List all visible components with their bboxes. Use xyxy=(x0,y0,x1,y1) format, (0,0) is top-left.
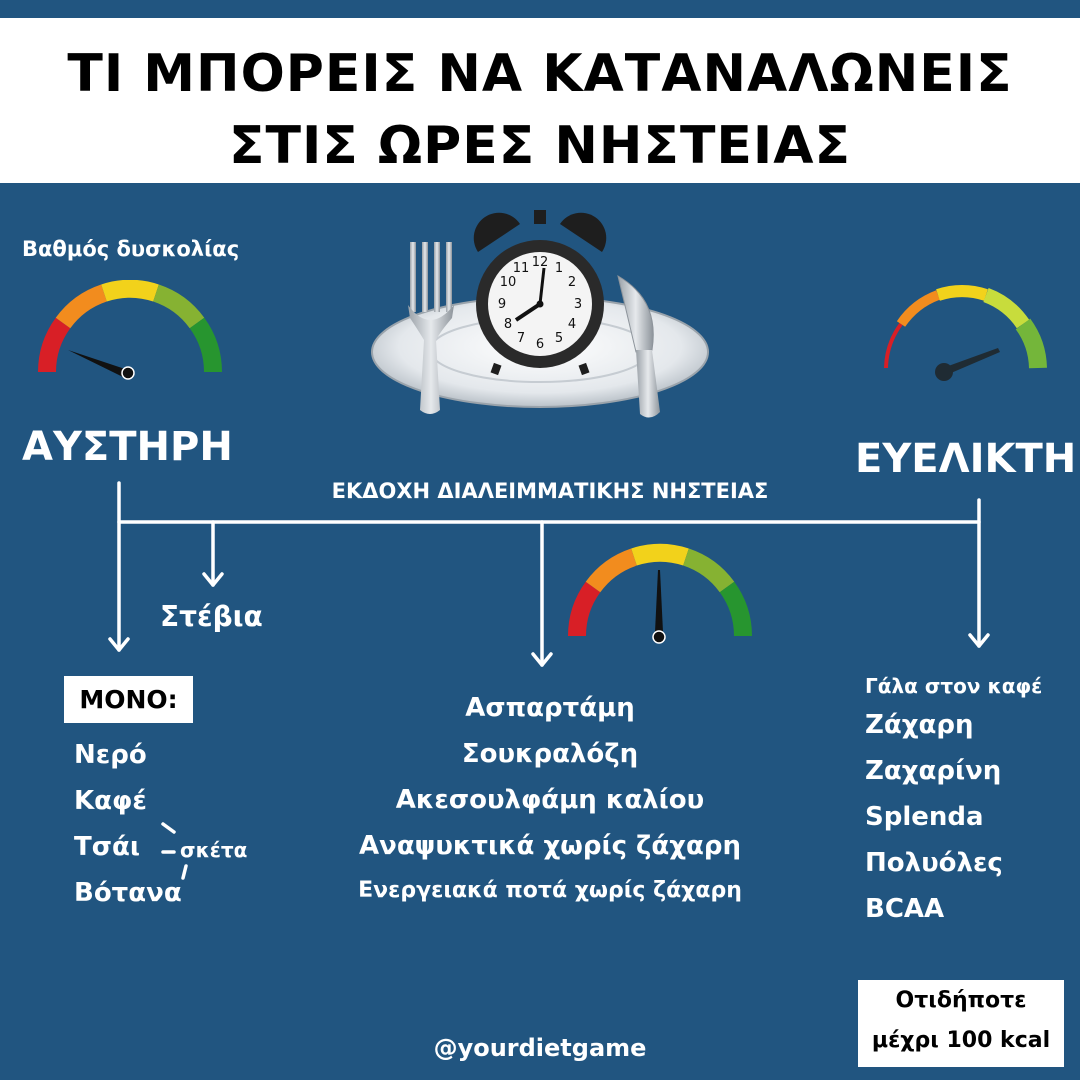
middle-item-acesulfame: Ακεσουλφάμη καλίου xyxy=(395,785,705,815)
flexible-item-sugar: Ζάχαρη xyxy=(865,710,974,740)
svg-text:9: 9 xyxy=(497,297,507,312)
svg-text:6: 6 xyxy=(535,337,545,352)
flexible-heading: Γάλα στον καφέ xyxy=(865,674,1043,698)
strict-item-coffee: Καφέ xyxy=(74,786,147,816)
flexible-item-saccharin: Ζαχαρίνη xyxy=(865,756,1002,786)
svg-text:3: 3 xyxy=(573,297,583,312)
svg-text:4: 4 xyxy=(567,317,577,332)
strict-item-herbs: Βότανα xyxy=(74,878,182,908)
kcal-line-2: μέχρι 100 kcal xyxy=(871,1028,1051,1053)
plain-note: σκέτα xyxy=(180,838,248,862)
flexible-item-splenda: Splenda xyxy=(865,802,984,832)
middle-item-diet-soda: Αναψυκτικά χωρίς ζάχαρη xyxy=(358,831,742,861)
handle-text: @yourdietgame xyxy=(433,1034,647,1062)
svg-text:7: 7 xyxy=(516,331,526,346)
svg-text:2: 2 xyxy=(567,275,577,290)
svg-text:10: 10 xyxy=(499,275,517,290)
middle-item-sucralose: Σουκραλόζη xyxy=(461,739,639,769)
strict-item-tea: Τσάι xyxy=(74,832,140,862)
title-line-1: ΤΙ ΜΠΟΡΕΙΣ ΝΑ ΚΑΤΑΝΑΛΩΝΕΙΣ xyxy=(67,44,1013,104)
difficulty-label: Βαθμός δυσκολίας xyxy=(22,237,240,261)
svg-text:11: 11 xyxy=(512,261,530,276)
strict-item-water: Νερό xyxy=(74,740,147,770)
svg-text:8: 8 xyxy=(503,317,513,332)
title-line-2: ΣΤΙΣ ΩΡΕΣ ΝΗΣΤΕΙΑΣ xyxy=(228,116,852,176)
middle-item-aspartame: Ασπαρτάμη xyxy=(465,693,635,723)
stevia-text: Στέβια xyxy=(160,600,263,633)
kcal-box xyxy=(858,980,1064,1067)
kcal-line-1: Οτιδήποτε xyxy=(895,988,1027,1013)
version-label: ΕΚΔΟΧΗ ΔΙΑΛΕΙΜΜΑΤΙΚΗΣ ΝΗΣΤΕΙΑΣ xyxy=(331,479,769,503)
flexible-item-bcaa: BCAA xyxy=(865,894,945,924)
flexible-label: ΕΥΕΛΙΚΤΗ xyxy=(855,436,1077,482)
svg-text:5: 5 xyxy=(554,331,564,346)
only-label-box: ΜΟΝΟ: xyxy=(64,676,193,723)
flexible-item-polyols: Πολυόλες xyxy=(865,848,1003,878)
svg-text:1: 1 xyxy=(554,261,564,276)
strict-label: ΑΥΣΤΗΡΗ xyxy=(22,424,233,470)
middle-item-energy-drinks: Ενεργειακά ποτά χωρίς ζάχαρη xyxy=(358,878,742,903)
svg-text:12: 12 xyxy=(531,255,549,270)
